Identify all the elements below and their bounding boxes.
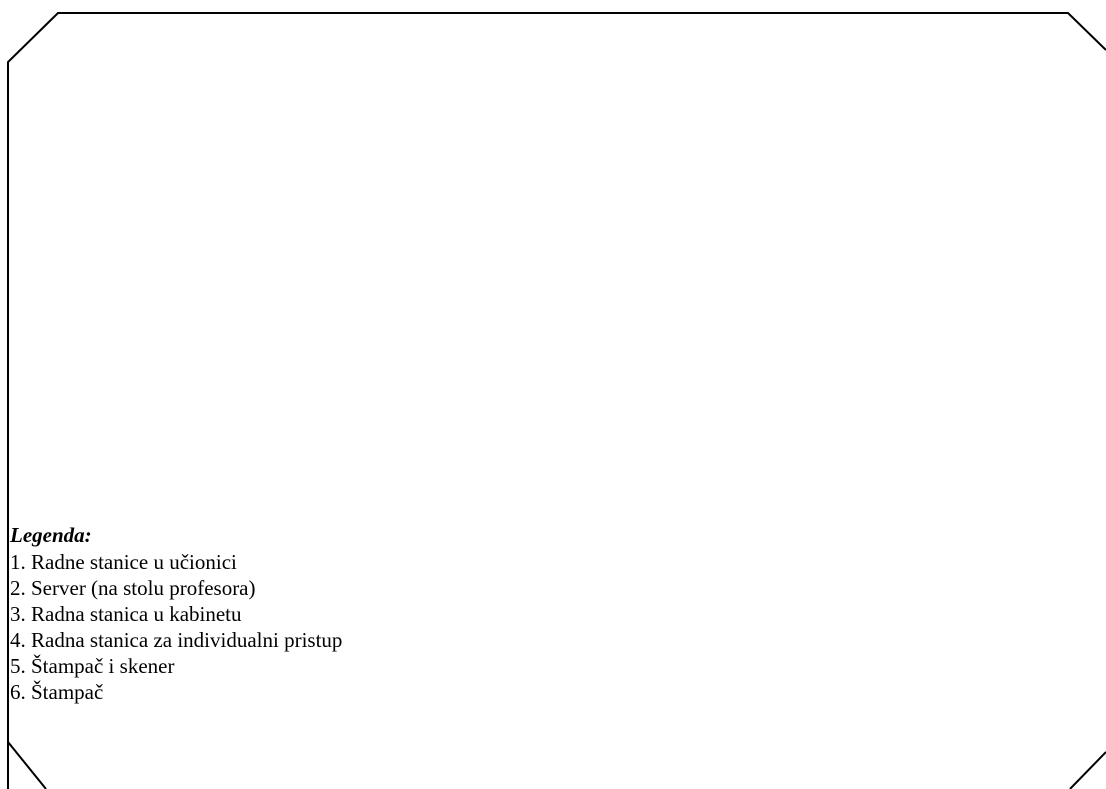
- legend-title: Legenda:: [10, 523, 92, 547]
- legend-item-6: [10, 679, 710, 705]
- legend-item-number: 5.: [10, 654, 26, 678]
- legend-item-number: 3.: [10, 602, 26, 626]
- frame-bottom-left-corner: [8, 742, 46, 789]
- legend-item-label: Radna stanica za individualni pristup: [31, 628, 343, 652]
- legend-list: [10, 549, 710, 705]
- legend-item-number: 4.: [10, 628, 26, 652]
- frame-bottom-right-corner: [1070, 752, 1106, 789]
- legend-item-label: Server (na stolu profesora): [31, 576, 256, 600]
- legend-item-3: [10, 601, 710, 627]
- legend-item-label: Radna stanica u kabinetu: [31, 602, 242, 626]
- legend-item-number: 6.: [10, 680, 26, 704]
- legend-item-2: [10, 575, 710, 601]
- legend-item-4: [10, 627, 710, 653]
- legend: [10, 523, 710, 705]
- legend-item-label: Štampač: [31, 680, 104, 704]
- legend-item-5: [10, 653, 710, 679]
- legend-item-label: Štampač i skener: [31, 654, 175, 678]
- legend-item-label: Radne stanice u učionici: [31, 550, 237, 574]
- legend-item-number: 1.: [10, 550, 26, 574]
- legend-item-number: 2.: [10, 576, 26, 600]
- legend-item-1: [10, 549, 710, 575]
